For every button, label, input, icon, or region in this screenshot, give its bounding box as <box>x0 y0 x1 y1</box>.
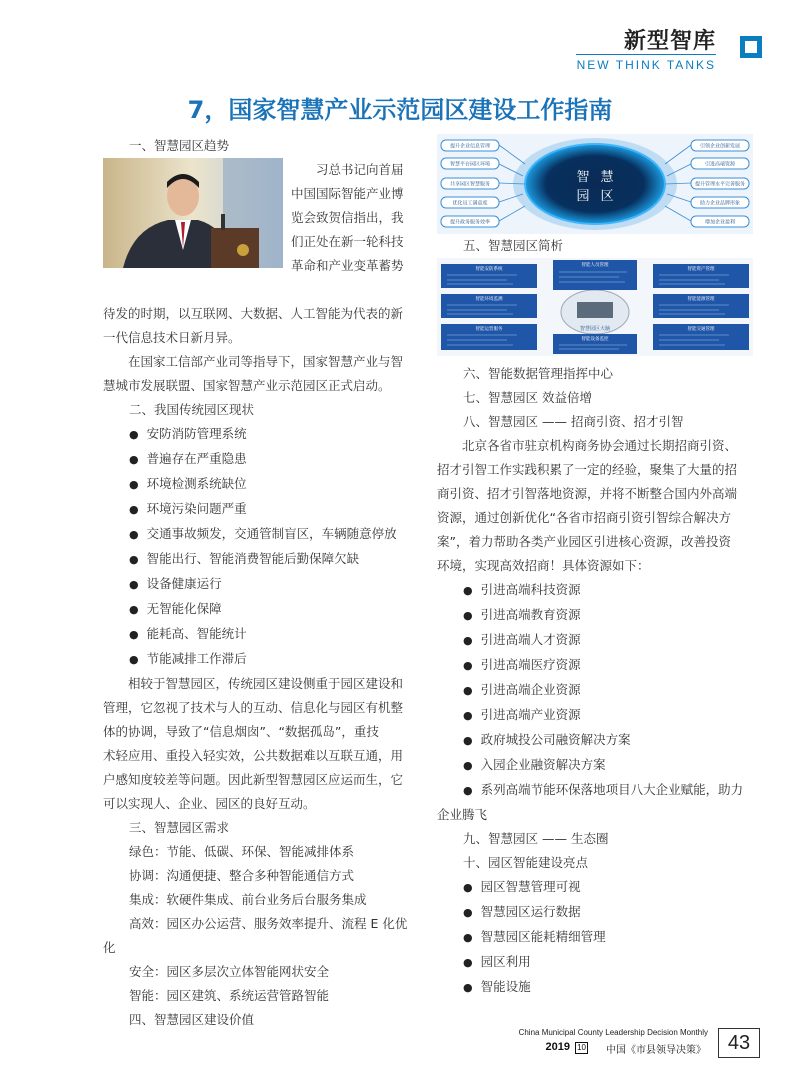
resource-item-cont: 企业腾飞 <box>437 807 488 822</box>
section-10-heading: 十、园区智能建设亮点 <box>463 855 589 870</box>
para8-line: 商引资、招才引智落地资源，并将不断整合国内外高端 <box>437 486 738 501</box>
brand-cn: 新型智库 <box>623 28 716 54</box>
section-9-heading: 九、智慧园区 —— 生态圈 <box>463 831 609 846</box>
diagram1-right-box: 助力企业品牌形象 <box>699 200 741 207</box>
list-item: ● 智能出行、智能消费智能后勤保障欠缺 <box>103 547 418 572</box>
page-title: 7，国家智慧产业示范园区建设工作指南 <box>187 96 613 124</box>
diagram1-center-char: 智 <box>576 170 590 185</box>
diagram1-left-box: 提升企业信息管理 <box>449 143 491 150</box>
photo-row <box>103 158 418 302</box>
intro-line: 一代信息技术日新月异。 <box>103 330 241 345</box>
brand-divider <box>576 54 716 55</box>
para3-line: 可以实现人、企业、园区的良好互动。 <box>103 796 316 811</box>
section-2-heading: 二、我国传统园区现状 <box>129 402 255 417</box>
list-item: ● 节能减排工作滞后 <box>103 647 418 672</box>
highlight-item: ● 智能设施 <box>437 975 755 1000</box>
intro-wrapped <box>291 158 419 278</box>
list-item: ● 安防消防管理系统 <box>103 422 418 447</box>
footer-en: China Municipal County Leadership Decision Monthly <box>518 1028 708 1037</box>
resource-item: ● 引进高端医疗资源 <box>437 653 755 678</box>
need-item: 绿色：节能、低碳、环保、智能减排体系 <box>129 844 355 859</box>
list-item: ● 设备健康运行 <box>103 572 418 597</box>
highlight-item: ● 智慧园区运行数据 <box>437 900 755 925</box>
diagram2-mid-title: 智能设备监控 <box>581 337 609 342</box>
diagram1-right-box: 增加企业盈利 <box>704 219 736 226</box>
para8-line: 招才引智工作实践积累了一定的经验，聚集了大量的招 <box>437 462 738 477</box>
brand-en: NEW THINK TANKS <box>576 58 716 72</box>
section-6-heading: 六、智能数据管理指挥中心 <box>463 366 614 381</box>
resource-item: ● 入园企业融资解决方案 <box>437 753 755 778</box>
section-8-heading: 八、智慧园区 —— 招商引资、招才引智 <box>463 414 684 429</box>
footer <box>440 1028 760 1060</box>
intro-line: 们正处在新一轮科技 <box>291 234 404 249</box>
intro-line: 览会致贺信指出，我 <box>291 210 404 225</box>
diagram2-mid-title: 智能人员管理 <box>581 263 609 268</box>
highlight-item: ● 智慧园区能耗精细管理 <box>437 925 755 950</box>
need-item: 协调：沟通便捷、整合多种智能通信方式 <box>129 868 355 883</box>
list-item: ● 环境检测系统缺位 <box>103 472 418 497</box>
para2-line: 慧城市发展联盟、国家智慧产业示范园区正式启动。 <box>103 378 391 393</box>
section-3-heading: 三、智慧园区需求 <box>129 820 230 835</box>
brand-square-icon <box>740 36 762 58</box>
highlight-item: ● 园区利用 <box>437 950 755 975</box>
para3-line: 术轻应用、重投入轻实效，公共数据难以互联互通，用 <box>103 748 404 763</box>
diagram2-right-title: 智能能源管理 <box>687 297 715 302</box>
para8-line: 资源，通过创新优化“各省市招商引资引智综合解决方 <box>437 510 731 525</box>
resource-item: ● 系列高端节能环保落地项目八大企业赋能，助力 <box>437 778 755 803</box>
diagram1-left-box: 优化员工满意度 <box>452 200 488 207</box>
intro-line: 待发的时期，以互联网、大数据、人工智能为代表的新 <box>103 306 404 321</box>
need-item-cont: 化 <box>103 940 116 955</box>
diagram2-left-title: 智能运营服务 <box>475 327 503 332</box>
need-item: 高效：园区办公运营、服务效率提升、流程 E 化优 <box>129 916 408 931</box>
smart-park-diagram <box>437 134 753 234</box>
intro-line: 革命和产业变革蓄势 <box>291 258 404 273</box>
diagram1-left-box: 共享园区智慧服务 <box>449 181 491 188</box>
para8-line: 环境，实现高效招商！具体资源如下： <box>437 558 650 573</box>
right-column <box>437 134 755 1000</box>
intro-line: 中国国际智能产业博 <box>291 186 404 201</box>
footer-issue: 10 <box>577 1043 586 1052</box>
diagram1-right-box: 引领企业创新发展 <box>699 143 741 150</box>
diagram1-right-box: 提升管理水平完善服务 <box>694 181 746 188</box>
section-7-heading: 七、智慧园区 效益倍增 <box>463 390 592 405</box>
diagram2-center: 智慧园区大脑 <box>579 326 611 332</box>
resource-item: ● 引进高端教育资源 <box>437 603 755 628</box>
diagram2-left-title: 智能环境监测 <box>475 297 503 302</box>
diagram1-right-box: 引进高端资源 <box>704 161 736 168</box>
para2-line: 在国家工信部产业司等指导下，国家智慧产业与智 <box>128 354 404 369</box>
diagram2-right-title: 智能交通管理 <box>687 327 715 332</box>
list-item: ● 能耗高、智能统计 <box>103 622 418 647</box>
highlight-item: ● 园区智慧管理可视 <box>437 875 755 900</box>
resource-item: ● 引进高端企业资源 <box>437 678 755 703</box>
brand-block <box>522 14 762 74</box>
resource-item: ● 引进高端科技资源 <box>437 578 755 603</box>
para3-line: 管理，它忽视了技术与人的互动、信息化与园区有机整 <box>103 700 404 715</box>
left-column <box>103 134 418 1032</box>
footer-year: 2019 <box>545 1041 570 1053</box>
para3-line: 相较于智慧园区，传统园区建设侧重于园区建设和 <box>128 676 404 691</box>
list-item: ● 交通事故频发，交通管制盲区，车辆随意停放 <box>103 522 418 547</box>
para3-line: 户感知度较差等问题。因此新型智慧园区应运而生，它 <box>103 772 404 787</box>
section-4-heading: 四、智慧园区建设价值 <box>129 1012 255 1027</box>
para8-line: 北京各省市驻京机构商务协会通过长期招商引资、 <box>462 438 738 453</box>
diagram1-left-box: 智慧平台园区环境 <box>449 161 491 168</box>
diagram2-left-title: 智能安防系统 <box>475 267 503 272</box>
page-number: 43 <box>718 1028 760 1058</box>
resource-item: ● 政府城投公司融资解决方案 <box>437 728 755 753</box>
section-1-heading: 一、智慧园区趋势 <box>129 138 230 153</box>
need-item: 安全：园区多层次立体智能网状安全 <box>129 964 330 979</box>
resource-item: ● 引进高端人才资源 <box>437 628 755 653</box>
diagram1-center-char: 园 <box>576 189 590 204</box>
section-5-heading: 五、智慧园区简析 <box>463 238 564 253</box>
need-item: 集成：软硬件集成、前台业务后台服务集成 <box>129 892 367 907</box>
intro-line: 习总书记向首届 <box>316 162 404 177</box>
diagram1-center-char: 区 <box>600 189 614 204</box>
diagram1-center-char: 慧 <box>600 170 614 185</box>
diagram2-right-title: 智能资产管理 <box>687 267 715 272</box>
smart-park-analysis-diagram <box>437 258 753 356</box>
speaker-photo <box>103 158 283 268</box>
para3-line: 体的协调，导致了“信息烟囱”、“数据孤岛”，重技 <box>103 724 379 739</box>
need-item: 智能：园区建筑、系统运营管路智能 <box>129 988 330 1003</box>
resource-item: ● 引进高端产业资源 <box>437 703 755 728</box>
footer-cn: 中国《市县领导决策》 <box>606 1045 706 1056</box>
list-item: ● 无智能化保障 <box>103 597 418 622</box>
list-item: ● 环境污染问题严重 <box>103 497 418 522</box>
para8-line: 案”，着力帮助各类产业园区引进核心资源，改善投资 <box>437 534 731 549</box>
list-item: ● 普遍存在严重隐患 <box>103 447 418 472</box>
diagram1-left-box: 提升政务服务效率 <box>449 219 491 226</box>
